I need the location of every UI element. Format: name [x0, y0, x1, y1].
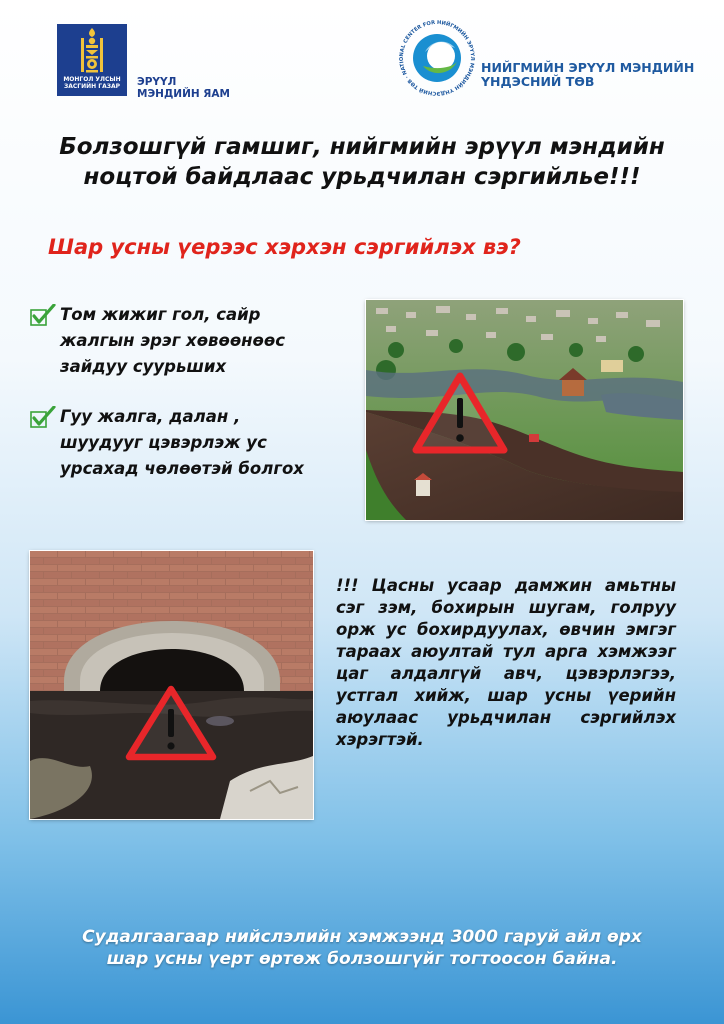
warning-paragraph: !!! Цасны усаар дамжин амьтны сэг зэм, бохирын шугам, голруу орж ус бохирдуулах, өвчин эмгэг тараах аюултай тул арга хэмжээг цаг алдалгүй авч, цэвэрлэгээ, устгал хийж, шар усны үерийн аюулаас урьдчилан сэргийлэх хэрэгтэй. [336, 576, 676, 749]
footer-line2: шар усны үерт өртөж болзошгүйг тогтоосон байна. [106, 949, 618, 969]
footer-statement [30, 926, 694, 970]
tip-text: Том жижиг гол, сайр жалгын эрэг хөвөөнөөс зайдуу суурьших [60, 305, 286, 376]
public-health-center-icon [395, 16, 479, 100]
page-title-line2: ноцтой байдлаас урьдчилан сэргийлье!!! [83, 164, 641, 190]
tip-item [30, 302, 350, 380]
flood-village-photo [366, 300, 683, 520]
section-question: Шар усны үерээс хэрхэн сэргийлэх вэ? [48, 235, 521, 259]
ministry-name-line1: ЭРҮҮЛ [137, 76, 177, 88]
tip-text: Гуу жалга, далан , шуудууг цэвэрлэж ус урсахад чөлөөтэй болгох [60, 407, 304, 478]
government-emblem-caption: МОНГОЛ УЛСЫН ЗАСГИЙН ГАЗАР [63, 76, 121, 90]
center-name-line1: НИЙГМИЙН ЭРҮҮЛ МЭНДИЙН [481, 60, 695, 75]
center-name-line2: ҮНДЭСНИЙ ТӨВ [481, 74, 595, 89]
page-title-line1: Болзошгүй гамшиг, нийгмийн эрүүл мэндийн [59, 134, 665, 160]
check-icon [30, 304, 56, 326]
soyombo-icon [57, 24, 127, 76]
center-logo-ring-text: НИЙГМИЙН ЭРҮҮЛ МЭНДИЙН ҮНДЭСНИЙ ТӨВ · NATIONAL CENTER FOR [398, 19, 475, 97]
public-health-center-logo [395, 16, 479, 100]
ministry-name-line2: МЭНДИЙН ЯАМ [137, 88, 230, 100]
footer-line1: Судалгаагаар нийслэлийн хэмжээнд 3000 гаруй айл өрх [82, 927, 642, 947]
tip-item [30, 404, 350, 482]
ministry-name [137, 76, 230, 100]
sewer-culvert-photo [30, 551, 313, 819]
public-health-center-name [481, 61, 694, 89]
page-title [30, 132, 694, 192]
check-icon [30, 406, 56, 428]
